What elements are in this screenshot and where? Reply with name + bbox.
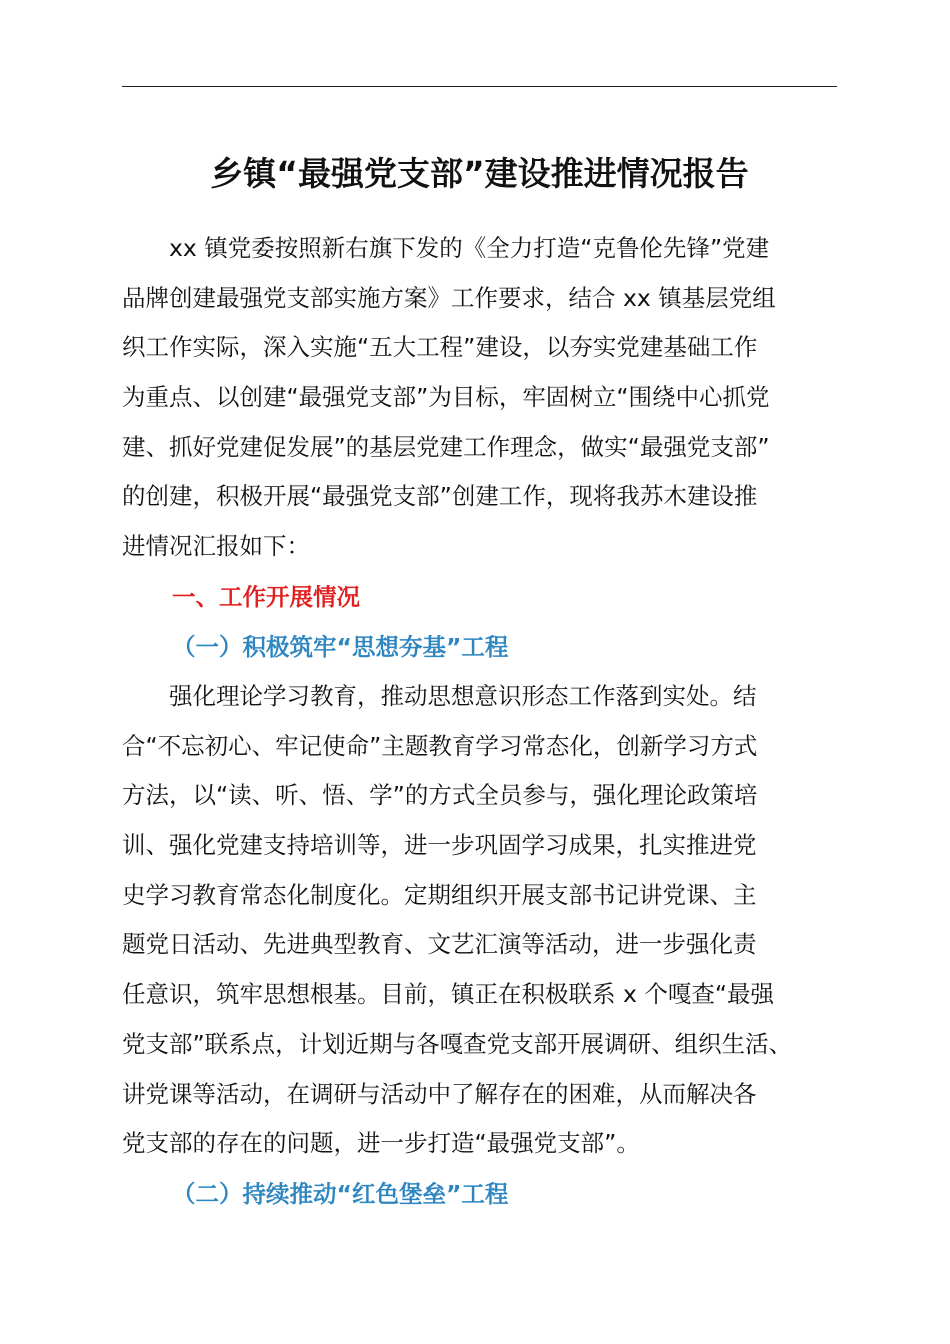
paragraph-line: 强化理论学习教育，推动思想意识形态工作落到实处。结: [122, 682, 757, 710]
paragraph-line: 讲党课等活动，在调研与活动中了解存在的困难，从而解决各: [122, 1079, 757, 1108]
subsection-heading-ideology: （一）积极筑牢“思想夯基”工程: [172, 633, 509, 661]
paragraph-line: xx 镇党委按照新右旗下发的《全力打造“克鲁伦先锋”党建: [122, 234, 770, 262]
intro-paragraph: [122, 224, 837, 572]
paragraph-line: 党支部的存在的问题，进一步打造“最强党支部”。: [122, 1129, 640, 1158]
paragraph-line: 的创建，积极开展“最强党支部”创建工作，现将我苏木建设推: [122, 482, 758, 511]
subsection-heading-red-fortress: （二）持续推动“红色堡垒”工程: [172, 1180, 509, 1208]
paragraph-line: 题党日活动、先进典型教育、文艺汇演等活动，进一步强化责: [122, 930, 757, 959]
paragraph-line: 任意识，筑牢思想根基。目前，镇正在积极联系 x 个嘎查“最强: [122, 980, 775, 1009]
ideology-paragraph: [122, 672, 837, 1169]
header-rule: [122, 86, 837, 87]
section-heading-work-status: 一、工作开展情况: [172, 583, 360, 611]
document-title: 乡镇“最强党支部”建设推进情况报告: [210, 154, 749, 193]
paragraph-line: 合“不忘初心、牢记使命”主题教育学习常态化，创新学习方式: [122, 731, 758, 760]
paragraph-line: 史学习教育常态化制度化。定期组织开展支部书记讲党课、主: [122, 880, 757, 909]
paragraph-line: 建、抓好党建促发展”的基层党建工作理念，做实“最强党支部”: [122, 432, 770, 461]
paragraph-line: 训、强化党建支持培训等，进一步巩固学习成果，扎实推进党: [122, 831, 757, 860]
paragraph-line: 进情况汇报如下：: [122, 532, 310, 561]
paragraph-line: 为重点、以创建“最强党支部”为目标，牢固树立“围绕中心抓党: [122, 383, 770, 412]
paragraph-line: 织工作实际，深入实施“五大工程”建设，以夯实党建基础工作: [122, 333, 758, 362]
paragraph-line: 党支部”联系点，计划近期与各嘎查党支部开展调研、组织生活、: [122, 1029, 793, 1058]
paragraph-line: 方法，以“读、听、悟、学”的方式全员参与，强化理论政策培: [122, 781, 758, 810]
paragraph-line: 品牌创建最强党支部实施方案》工作要求，结合 xx 镇基层党组: [122, 283, 776, 312]
